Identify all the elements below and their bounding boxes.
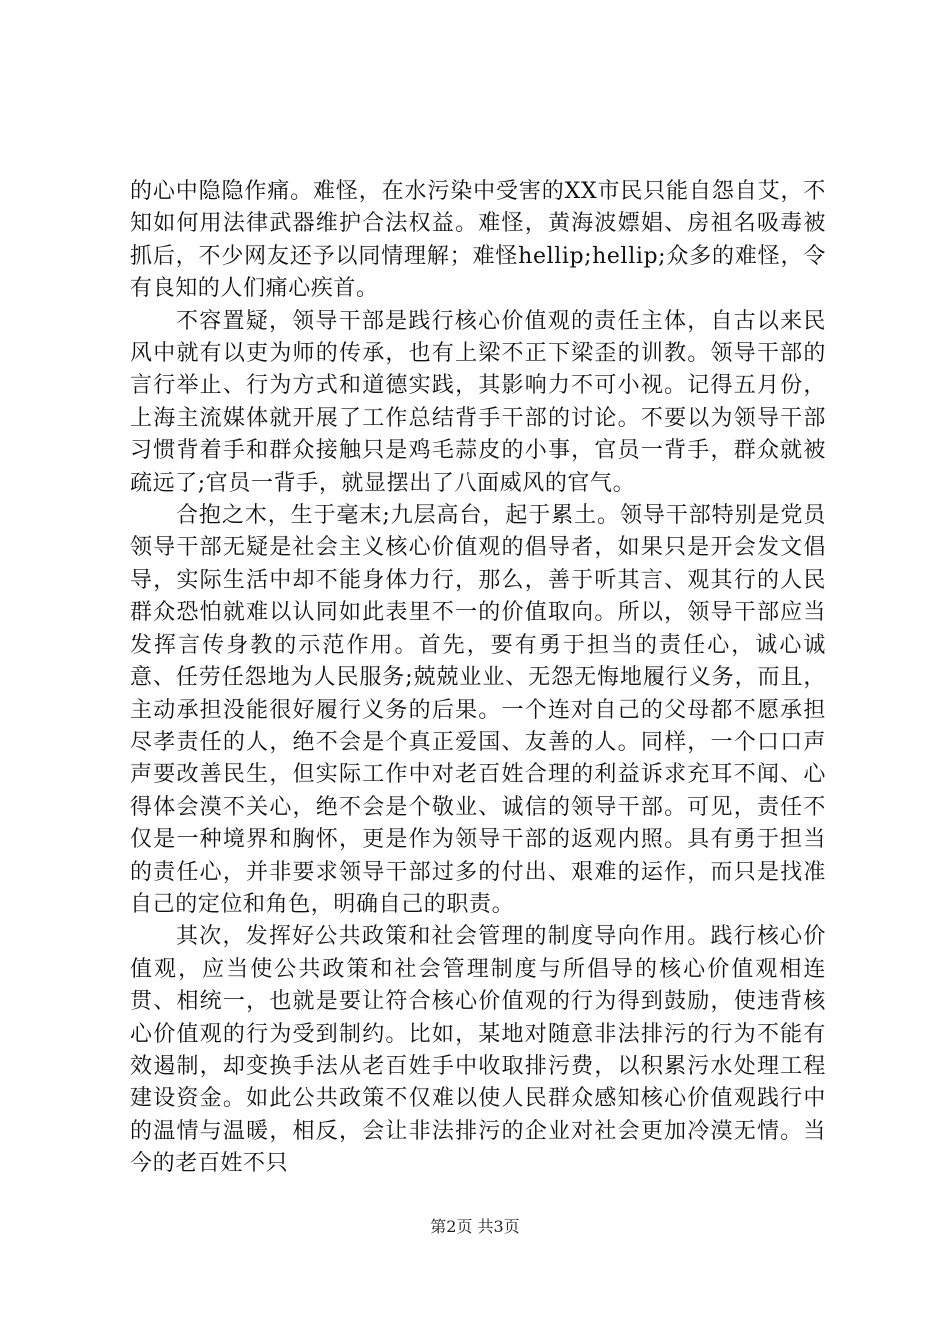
document-body	[130, 176, 826, 1181]
paragraph-1: 的心中隐隐作痛。难怪，在水污染中受害的XX市民只能自怨自艾，不知如何用法律武器维护合法权益。难怪，黄海波嫖娼、房祖名吸毒被抓后，不少网友还予以同情理解；难怪hellip;hellip;众多的难怪，令有良知的人们痛心疾首。	[130, 179, 826, 302]
paragraph-3: 合抱之木，生于毫末;九层高台，起于累土。领导干部特别是党员领导干部无疑是社会主义核心价值观的倡导者，如果只是开会发文倡导，实际生活中却不能身体力行，那么，善于听其言、观其行的人民群众恐怕就难以认同如此表里不一的价值取向。所以，领导干部应当发挥言传身教的示范作用。首先，要有勇于担当的责任心，诚心诚意、任劳任怨地为人民服务;兢兢业业、无怨无悔地履行义务，而且，主动承担没能很好履行义务的后果。一个连对自己的父母都不愿承担尽孝责任的人，绝不会是个真正爱国、友善的人。同样，一个口口声声要改善民生，但实际工作中对老百姓合理的利益诉求充耳不闻、心得体会漠不关心，绝不会是个敬业、诚信的领导干部。可见，责任不仅是一种境界和胸怀，更是作为领导干部的返观内照。具有勇于担当的责任心，并非要求领导干部过多的付出、艰难的运作，而只是找准自己的定位和角色，明确自己的职责。	[130, 503, 826, 917]
paragraph-4: 其次，发挥好公共政策和社会管理的制度导向作用。践行核心价值观，应当使公共政策和社会管理制度与所倡导的核心价值观相连贯、相统一，也就是要让符合核心价值观的行为得到鼓励，使违背核心价值观的行为受到制约。比如，某地对随意非法排污的行为不能有效遏制，却变换手法从老百姓手中收取排污费，以积累污水处理工程建设资金。如此公共政策不仅难以使人民群众感知核心价值观践行中的温情与温暖，相反，会让非法排污的企业对社会更加冷漠无情。当今的老百姓不只	[130, 924, 826, 1177]
paragraph-2: 不容置疑，领导干部是践行核心价值观的责任主体，自古以来民风中就有以吏为师的传承，也有上梁不正下梁歪的训教。领导干部的言行举止、行为方式和道德实践，其影响力不可小视。记得五月份，上海主流媒体就开展了工作总结背手干部的讨论。不要以为领导干部习惯背着手和群众接触只是鸡毛蒜皮的小事，官员一背手，群众就被疏远了;官员一背手，就显摆出了八面威风的官气。	[130, 308, 826, 496]
page-number-footer: 第2页 共3页	[430, 1217, 520, 1236]
